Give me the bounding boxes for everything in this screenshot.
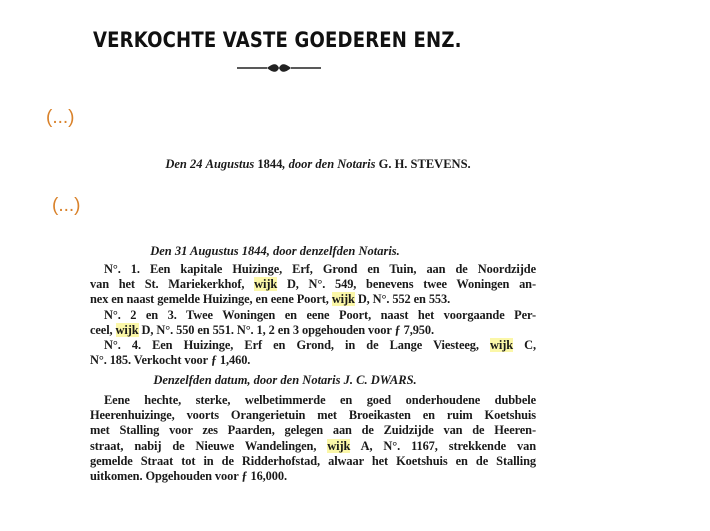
highlighted-term: wijk: [331, 292, 355, 307]
text-segment: uitkomen. Opgehouden voor ƒ 16,000.: [90, 468, 287, 483]
omission-marker: (...): [52, 195, 81, 216]
text-segment: gemelde Straat tot in de Ridderhofstad, alwaar het Koetshuis en de Stalling: [90, 453, 536, 468]
dateline-notary: G. H. STEVENS.: [378, 157, 471, 171]
text-segment: met Stalling voor zes Paarden, gelegen aan de Zuidzijde van de Heeren-: [90, 423, 536, 438]
highlighted-term: wijk: [115, 322, 139, 337]
section-body: [90, 262, 536, 368]
dateline-month: Augustus: [205, 157, 255, 171]
text-line: [90, 353, 536, 368]
text-line: [90, 439, 536, 454]
section-heading: Denzelfden datum, door den Notaris J. C. DWARS.: [153, 373, 417, 387]
text-line: [90, 393, 536, 408]
text-segment: N°. 2 en 3. Twee Woningen en eene Poort, naast het voorgaande Per-: [104, 307, 536, 322]
section-body: [90, 393, 536, 484]
highlighted-term: wijk: [490, 337, 514, 352]
text-segment: C,: [513, 337, 537, 352]
ornament-divider: [237, 63, 321, 73]
dateline-prefix: Den 24: [165, 157, 203, 171]
text-line: [90, 323, 536, 338]
text-line: [90, 338, 536, 353]
dateline-year: 1844: [257, 157, 283, 171]
text-segment: N°. 1. Een kapitale Huizinge, Erf, Grond en Tuin, aan de Noordzijde: [104, 262, 536, 276]
text-line: [90, 262, 536, 277]
text-line: [90, 469, 536, 484]
text-line: [90, 408, 536, 423]
section-heading: Den 31 Augustus 1844, door denzelfden Notaris.: [150, 244, 400, 258]
text-segment: van het St. Mariekerkhof,: [90, 277, 255, 292]
text-segment: Eene hechte, sterke, welbetimmerde en goed onderhoudene dubbele: [104, 393, 536, 407]
text-segment: D, N°. 552 en 553.: [354, 292, 451, 307]
text-segment: N°. 185. Verkocht voor ƒ 1,460.: [90, 353, 251, 368]
text-line: [90, 423, 536, 438]
highlighted-term: wijk: [327, 438, 351, 453]
highlighted-term: wijk: [254, 277, 278, 292]
dateline-stevens: [98, 157, 538, 172]
text-segment: D, N°. 550 en 551. N°. 1, 2 en 3 opgehouden voor ƒ 7,950.: [138, 322, 434, 337]
text-segment: Heerenhuizinge, voorts Orangerietuin met Broeikasten en ruim Koetshuis: [90, 408, 536, 423]
text-segment: ceel,: [90, 322, 116, 337]
text-segment: nex en naast gemelde Huizinge, en eene Poort,: [90, 292, 332, 307]
text-line: [90, 292, 536, 307]
text-segment: N°. 4. Een Huizinge, Erf en Grond, in de Lange Viesteeg,: [104, 337, 490, 352]
dateline-middle: , door den Notaris: [282, 157, 376, 171]
text-line: [90, 454, 536, 469]
text-line: [90, 308, 536, 323]
page-title: VERKOCHTE VASTE GOEDEREN ENZ.: [93, 28, 462, 52]
omission-marker: (...): [46, 107, 75, 128]
text-segment: A, N°. 1167, strekkende van: [350, 438, 536, 453]
text-segment: straat, nabij de Nieuwe Wandelingen,: [90, 438, 328, 453]
text-line: [90, 277, 536, 292]
text-segment: D, N°. 549, benevens twee Woningen an-: [277, 277, 536, 292]
